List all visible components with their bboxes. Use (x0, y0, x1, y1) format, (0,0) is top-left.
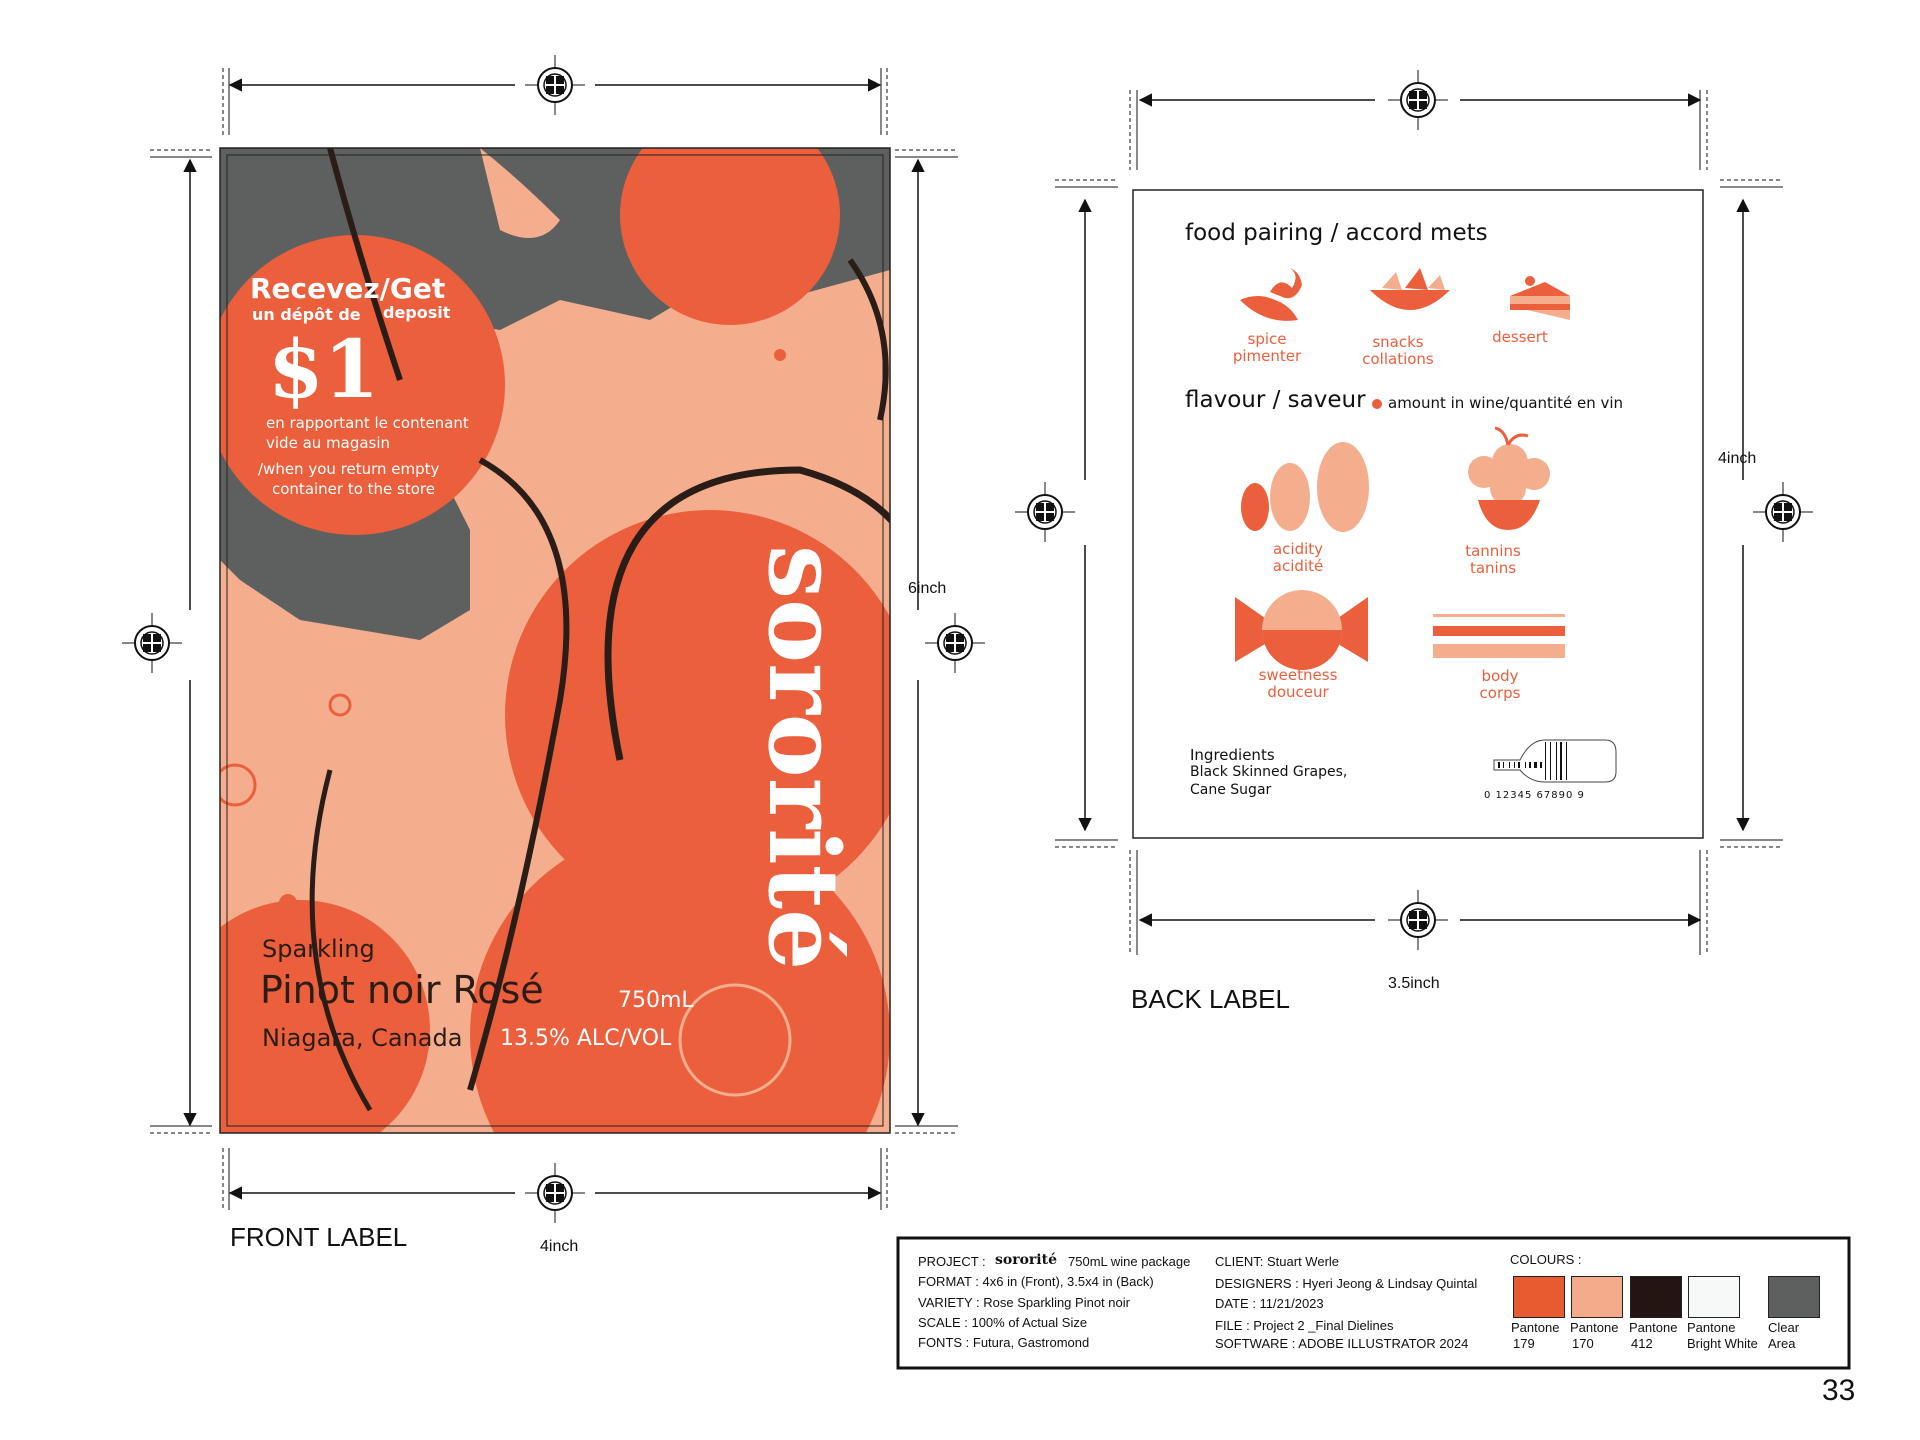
barcode-bar (1560, 742, 1562, 780)
deposit-line-1: en rapportant le contenant (266, 414, 469, 432)
colour-swatch (1571, 1276, 1623, 1318)
colours-label: COLOURS : (1510, 1252, 1582, 1267)
wine-volume: 750mL (618, 988, 694, 1013)
flavour-label-fr: acidité (1272, 557, 1324, 575)
client-line: CLIENT: Stuart Werle (1215, 1254, 1340, 1269)
ingredients-line-1: Black Skinned Grapes, (1190, 764, 1348, 780)
brand-wordmark: sororité (747, 545, 860, 971)
deposit-line-2: vide au magasin (266, 434, 391, 452)
colour-code: Bright White (1687, 1336, 1758, 1351)
wine-origin: Niagara, Canada (262, 1024, 463, 1052)
barcode-bar (1545, 742, 1546, 780)
page-number: 33 (1822, 1374, 1856, 1407)
wine-variety: Pinot noir Rosé (260, 968, 544, 1012)
colour-code: 412 (1631, 1336, 1653, 1351)
barcode-bar (1556, 742, 1557, 780)
front-label-caption: FRONT LABEL (230, 1222, 408, 1252)
date-line: DATE : 11/21/2023 (1215, 1296, 1324, 1311)
food-item-label-fr: collations (1362, 350, 1434, 368)
colour-name: Pantone (1687, 1320, 1736, 1335)
flavour-label: tannins (1465, 542, 1521, 560)
barcode-bar (1540, 762, 1542, 768)
colour-swatch (1513, 1276, 1565, 1318)
barcode-bar (1529, 762, 1531, 768)
barcode-bar (1514, 762, 1515, 768)
flavour-heading: flavour / saveur (1185, 387, 1366, 413)
barcode-number: 0 12345 67890 9 (1484, 790, 1585, 801)
amount-dot (1372, 399, 1382, 409)
flavour-label: acidity (1272, 540, 1324, 558)
barcode-bar (1525, 762, 1526, 768)
variety-line: VARIETY : Rose Sparkling Pinot noir (918, 1295, 1130, 1310)
deposit-line-3: /when you return empty (258, 460, 440, 478)
colour-code: 170 (1572, 1336, 1594, 1351)
back-width-label: 3.5inch (1388, 975, 1440, 992)
food-item-label: spice (1247, 330, 1287, 348)
wine-type: Sparkling (262, 935, 375, 963)
wine-alcohol: 13.5% ALC/VOL (500, 1026, 672, 1051)
front-height-label: 6inch (908, 580, 947, 597)
flavour-label-fr: corps (1479, 684, 1521, 702)
back-height-label: 4inch (1718, 450, 1757, 467)
software-line: SOFTWARE : ADOBE ILLUSTRATOR 2024 (1215, 1336, 1469, 1351)
food-item-label-fr: pimenter (1232, 347, 1302, 365)
food-pairing-heading: food pairing / accord mets (1185, 220, 1488, 246)
deposit-fr: un dépôt de (252, 305, 361, 324)
ingredients-title: Ingredients (1190, 746, 1275, 764)
barcode-bar (1566, 742, 1567, 780)
colour-code: 179 (1513, 1336, 1535, 1351)
deposit-en: deposit (383, 303, 451, 322)
deposit-line-4: container to the store (272, 480, 435, 498)
deposit-title: Recevez/Get (250, 272, 446, 305)
colour-swatch (1630, 1276, 1682, 1318)
barcode-bar (1503, 762, 1504, 768)
colour-name: Pantone (1629, 1320, 1678, 1335)
designers-line: DESIGNERS : Hyeri Jeong & Lindsay Quintal (1215, 1276, 1478, 1291)
colour-name: Pantone (1570, 1320, 1619, 1335)
flavour-label-fr: tanins (1469, 559, 1517, 577)
barcode-bar (1534, 762, 1537, 768)
flavour-note: amount in wine/quantité en vin (1388, 394, 1624, 412)
flavour-label: body (1481, 667, 1519, 685)
front-width-label: 4inch (540, 1238, 579, 1255)
back-label-caption: BACK LABEL (1131, 984, 1290, 1014)
barcode-bar (1518, 762, 1520, 768)
colour-swatch (1688, 1276, 1740, 1318)
food-item-label: snacks (1372, 333, 1424, 351)
colour-swatch (1768, 1276, 1820, 1318)
project-label: PROJECT : (918, 1254, 986, 1269)
barcode-bar (1509, 762, 1510, 768)
colour-name: Clear (1768, 1320, 1800, 1335)
barcode-bar (1498, 762, 1500, 768)
colour-code: Area (1768, 1336, 1796, 1351)
flavour-label: sweetness (1258, 666, 1338, 684)
format-line: FORMAT : 4x6 in (Front), 3.5x4 in (Back) (918, 1274, 1154, 1289)
fonts-line: FONTS : Futura, Gastromond (918, 1335, 1090, 1350)
project-brand: sororité (995, 1252, 1058, 1268)
flavour-label-fr: douceur (1267, 683, 1329, 701)
food-item-label: dessert (1492, 328, 1548, 346)
project-value: 750mL wine package (1068, 1254, 1191, 1269)
file-line: FILE : Project 2 _Final Dielines (1215, 1318, 1394, 1333)
scale-line: SCALE : 100% of Actual Size (918, 1315, 1088, 1330)
deposit-amount: $1 (268, 322, 380, 416)
barcode-bar (1550, 742, 1551, 780)
colour-name: Pantone (1511, 1320, 1560, 1335)
ingredients-line-2: Cane Sugar (1190, 782, 1272, 798)
